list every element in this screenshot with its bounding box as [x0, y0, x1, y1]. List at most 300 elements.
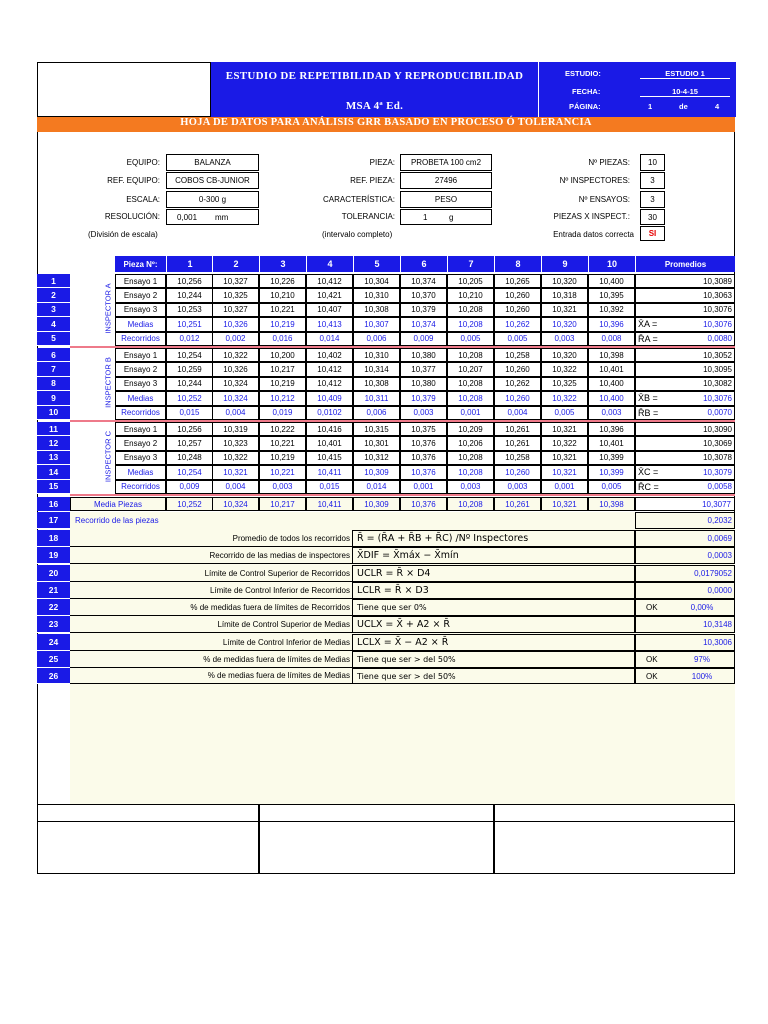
inspector-label-cell	[100, 274, 116, 346]
summary-ok: OK	[646, 655, 658, 664]
table-cell[interactable]: 10,396	[588, 317, 635, 331]
table-cell[interactable]: 10,325	[212, 288, 259, 302]
ninspectores-field[interactable]: 3	[640, 172, 665, 189]
pieza-label: PIEZA:	[369, 158, 395, 167]
resolucion-unit: mm	[215, 213, 229, 222]
division-note: (División de escala)	[88, 230, 158, 239]
separator-line	[70, 494, 735, 496]
media-piezas-cell[interactable]: 10,261	[494, 497, 541, 511]
table-cell[interactable]: 10,311	[353, 391, 400, 405]
row-number: 23	[37, 616, 70, 633]
summary-label: % de medidas fuera de límites de Recorridos	[70, 599, 352, 616]
table-cell[interactable]: 10,262	[494, 317, 541, 331]
row-number: 17	[37, 512, 70, 529]
pagina-label: PÁGINA:	[569, 102, 601, 111]
nensayos-label: Nº ENSAYOS:	[578, 195, 630, 204]
table-cell[interactable]: 10,212	[259, 391, 306, 405]
table-cell[interactable]: 10,314	[353, 362, 400, 376]
table-cell[interactable]: 10,310	[353, 288, 400, 302]
avg-value: 10,3063	[703, 291, 732, 301]
table-cell[interactable]: 10,251	[166, 317, 213, 331]
table-cell[interactable]: 0,003	[588, 406, 635, 420]
table-cell[interactable]: 10,219	[259, 317, 306, 331]
row-label: Ensayo 1	[115, 274, 166, 288]
table-cell[interactable]: 10,219	[259, 377, 306, 391]
table-cell[interactable]: 10,327	[212, 274, 259, 288]
avg-value: 0,0058	[707, 482, 732, 492]
column-header: 2	[212, 256, 259, 272]
table-cell[interactable]: 10,248	[166, 451, 213, 465]
table-cell[interactable]: 10,253	[166, 303, 213, 317]
summary-value: 0,00%	[690, 603, 714, 612]
avg-value: 0,0080	[707, 334, 732, 344]
table-cell[interactable]: 10,324	[212, 391, 259, 405]
entrada-status: SI	[640, 226, 665, 241]
table-cell[interactable]: 10,412	[306, 362, 353, 376]
row-number: 21	[37, 582, 70, 599]
table-cell[interactable]: 0,001	[447, 406, 494, 420]
summary-value: 97%	[693, 655, 710, 664]
table-cell[interactable]: 0,0102	[306, 406, 353, 420]
summary-formula: Tiene que ser 0%	[352, 599, 635, 616]
avg-value: 10,3089	[703, 276, 732, 286]
row-label: Ensayo 1	[115, 422, 166, 436]
table-cell[interactable]: 10,256	[166, 274, 213, 288]
row-number: 26	[37, 668, 70, 684]
table-cell[interactable]: 10,208	[447, 317, 494, 331]
ref-pieza-field[interactable]: 27496	[400, 172, 492, 189]
table-cell[interactable]: 10,208	[447, 348, 494, 362]
table-cell[interactable]: 10,260	[494, 465, 541, 479]
row-label: Ensayo 3	[115, 377, 166, 391]
avg-symbol: X̄A =	[638, 319, 658, 330]
piezas-x-field[interactable]: 30	[640, 209, 665, 225]
table-cell[interactable]: 10,321	[541, 465, 588, 479]
table-cell[interactable]: 10,322	[541, 362, 588, 376]
inspector-label: INSPECTOR B	[103, 357, 113, 408]
table-cell[interactable]: 10,221	[259, 465, 306, 479]
summary-label: Recorrido de las piezas	[75, 516, 159, 525]
summary-label: Límite de Control Inferior de Recorridos	[70, 582, 352, 599]
table-cell[interactable]: 0,015	[306, 480, 353, 494]
row-number: 24	[37, 634, 70, 651]
table-cell[interactable]: 10,210	[447, 288, 494, 302]
table-cell[interactable]: 0,005	[541, 406, 588, 420]
table-cell[interactable]: 10,370	[400, 288, 447, 302]
table-cell[interactable]: 10,320	[541, 317, 588, 331]
table-cell[interactable]: 10,205	[447, 274, 494, 288]
row-number: 18	[37, 530, 70, 547]
table-cell[interactable]: 10,206	[447, 436, 494, 450]
footer-box-2-header	[259, 804, 494, 822]
avg-value: 10,3078	[703, 453, 732, 463]
table-cell[interactable]: 10,379	[400, 391, 447, 405]
fecha-label: FECHA:	[572, 87, 601, 96]
column-header: 3	[259, 256, 306, 272]
tolerancia-label: TOLERANCIA:	[341, 212, 395, 221]
table-cell[interactable]: 10,318	[541, 288, 588, 302]
summary-label: Límite de Control Superior de Recorridos	[70, 565, 352, 582]
table-cell[interactable]: 10,398	[588, 348, 635, 362]
row-label: Ensayo 2	[115, 362, 166, 376]
row-number: 15	[37, 480, 70, 494]
report-subtitle: MSA 4ª Ed.	[345, 100, 404, 112]
pagina-de: de	[679, 102, 688, 111]
media-piezas-cell[interactable]: 10,398	[588, 497, 635, 511]
table-cell[interactable]: 10,320	[541, 348, 588, 362]
table-cell[interactable]: 10,301	[353, 436, 400, 450]
table-cell[interactable]: 0,003	[259, 480, 306, 494]
avg-value: 0,0070	[707, 408, 732, 418]
entrada-label: Entrada datos correcta	[553, 230, 634, 239]
table-cell[interactable]: 10,376	[400, 436, 447, 450]
table-cell[interactable]: 0,002	[212, 332, 259, 346]
table-cell[interactable]: 10,327	[212, 303, 259, 317]
table-cell[interactable]: 10,210	[259, 288, 306, 302]
row-label: Ensayo 3	[115, 303, 166, 317]
table-cell[interactable]: 0,015	[166, 406, 213, 420]
piezas-x-label: PIEZAS X INSPECT.:	[553, 212, 630, 221]
summary-label: Límite de Control Inferior de Medias	[70, 634, 352, 651]
ninspectores-label: Nº INSPECTORES:	[559, 176, 630, 185]
table-cell[interactable]: 10,415	[306, 451, 353, 465]
table-cell[interactable]: 0,014	[353, 480, 400, 494]
table-cell[interactable]: 10,401	[588, 436, 635, 450]
table-cell[interactable]: 10,260	[494, 391, 541, 405]
summary-label: Límite de Control Superior de Medias	[70, 616, 352, 633]
table-cell[interactable]: 10,392	[588, 303, 635, 317]
table-cell[interactable]: 10,320	[541, 274, 588, 288]
summary-value: 0,0179052	[694, 569, 732, 578]
table-cell[interactable]: 10,307	[353, 317, 400, 331]
table-cell[interactable]: 10,226	[259, 274, 306, 288]
table-cell[interactable]: 10,326	[212, 317, 259, 331]
summary-formula: LCLR = R̄ × D3	[352, 582, 635, 599]
table-cell[interactable]: 0,005	[588, 480, 635, 494]
table-cell[interactable]: 10,254	[166, 348, 213, 362]
table-cell[interactable]: 0,003	[494, 480, 541, 494]
table-cell[interactable]: 0,001	[541, 480, 588, 494]
caracteristica-field[interactable]: PESO	[400, 191, 492, 208]
table-cell[interactable]: 0,006	[353, 406, 400, 420]
column-header: 4	[306, 256, 353, 272]
avg-value: 10,3079	[703, 467, 732, 477]
fecha-value: 10-4-15	[640, 87, 730, 97]
table-cell[interactable]: 0,003	[541, 332, 588, 346]
column-header: 6	[400, 256, 447, 272]
table-cell[interactable]: 10,321	[541, 303, 588, 317]
media-piezas-cell[interactable]: 10,208	[447, 497, 494, 511]
summary-value: 10,3148	[703, 620, 732, 629]
table-cell[interactable]: 10,256	[166, 422, 213, 436]
promedios-header: Promedios	[635, 256, 735, 272]
table-cell[interactable]: 10,260	[494, 362, 541, 376]
footer-box-1	[37, 821, 259, 874]
table-cell[interactable]: 10,376	[400, 465, 447, 479]
pieza-header: Pieza Nº:	[115, 256, 166, 272]
table-cell[interactable]: 10,379	[400, 303, 447, 317]
summary-ok: OK	[646, 671, 658, 681]
column-header: 5	[353, 256, 400, 272]
summary-formula: UCLX = X̄ + A2 × R̄	[352, 616, 635, 633]
section-band-title: HOJA DE DATOS PARA ANÁLISIS GRR BASADO EN PROCESO Ó TOLERANCIA	[180, 117, 592, 128]
table-cell[interactable]: 10,412	[306, 274, 353, 288]
nensayos-field[interactable]: 3	[640, 191, 665, 208]
table-cell[interactable]: 10,207	[447, 362, 494, 376]
table-cell[interactable]: 10,395	[588, 288, 635, 302]
summary-value: 0,0000	[707, 586, 732, 595]
table-cell[interactable]: 10,325	[541, 377, 588, 391]
table-cell[interactable]: 10,261	[494, 436, 541, 450]
table-cell[interactable]: 10,411	[306, 465, 353, 479]
table-cell[interactable]: 10,326	[212, 362, 259, 376]
table-cell[interactable]: 10,380	[400, 348, 447, 362]
table-cell[interactable]: 10,374	[400, 274, 447, 288]
caracteristica-label: CARACTERÍSTICA:	[322, 195, 395, 204]
table-cell[interactable]: 10,260	[494, 288, 541, 302]
row-number: 6	[37, 348, 70, 362]
npiezas-field[interactable]: 10	[640, 154, 665, 171]
ref-equipo-field[interactable]: COBOS CB-JUNIOR	[166, 172, 259, 189]
row-number: 11	[37, 422, 70, 436]
footer-box-3-header	[494, 804, 735, 822]
summary-formula: UCLR = R̄ × D4	[352, 565, 635, 582]
table-cell[interactable]: 10,258	[494, 348, 541, 362]
table-cell[interactable]: 10,219	[259, 451, 306, 465]
table-cell[interactable]: 10,257	[166, 436, 213, 450]
row-number: 12	[37, 436, 70, 450]
ref-equipo-label: REF. EQUIPO:	[107, 176, 160, 185]
summary-label: % de medidas fuera de límites de Medias	[70, 651, 352, 668]
media-piezas-cell[interactable]: 10,411	[306, 497, 353, 511]
row-number: 14	[37, 465, 70, 479]
row-number: 20	[37, 565, 70, 582]
table-cell[interactable]: 0,004	[212, 480, 259, 494]
avg-symbol: R̄C =	[638, 481, 659, 492]
escala-label: ESCALA:	[126, 195, 160, 204]
table-cell[interactable]: 0,005	[494, 332, 541, 346]
table-cell[interactable]: 10,222	[259, 422, 306, 436]
table-cell[interactable]: 10,321	[541, 451, 588, 465]
table-cell[interactable]: 10,324	[212, 377, 259, 391]
table-cell[interactable]: 10,200	[259, 348, 306, 362]
avg-value: 10,3052	[703, 350, 732, 360]
row-number: 2	[37, 288, 70, 302]
media-piezas-cell[interactable]: 10,217	[259, 497, 306, 511]
table-cell[interactable]: 10,376	[400, 451, 447, 465]
table-cell[interactable]: 0,014	[306, 332, 353, 346]
media-piezas-label: Media Piezas	[70, 497, 166, 511]
table-cell[interactable]: 10,409	[306, 391, 353, 405]
row-label: Ensayo 3	[115, 451, 166, 465]
table-cell[interactable]: 10,400	[588, 377, 635, 391]
column-header: 7	[447, 256, 494, 272]
table-cell[interactable]: 0,008	[588, 332, 635, 346]
table-cell[interactable]: 10,399	[588, 465, 635, 479]
pieza-field[interactable]: PROBETA 100 cm2	[400, 154, 492, 171]
table-cell[interactable]: 10,399	[588, 451, 635, 465]
row-label: Ensayo 2	[115, 436, 166, 450]
intervalo-note: (intervalo completo)	[322, 230, 393, 239]
escala-field[interactable]: 0-300 g	[166, 191, 259, 208]
table-cell[interactable]: 10,244	[166, 288, 213, 302]
separator-line	[70, 420, 735, 422]
inspector-label: INSPECTOR A	[103, 283, 113, 334]
row-number: 22	[37, 599, 70, 616]
row-number: 16	[37, 497, 70, 511]
summary-formula: R̄ = (R̄A + R̄B + R̄C) /Nº Inspectores	[352, 530, 635, 547]
table-cell[interactable]: 10,322	[541, 436, 588, 450]
summary-formula: LCLX = X̄ − A2 × R̄	[352, 634, 635, 651]
table-cell[interactable]: 10,319	[212, 422, 259, 436]
row-number: 5	[37, 332, 70, 346]
table-cell[interactable]: 10,262	[494, 377, 541, 391]
row-label: Ensayo 1	[115, 348, 166, 362]
table-cell[interactable]: 10,322	[212, 348, 259, 362]
avg-value: 10,3076	[703, 319, 732, 329]
avg-symbol: X̄C =	[638, 467, 659, 478]
summary-formula: Tiene que ser > del 50%	[352, 668, 635, 684]
media-piezas-cell[interactable]: 10,252	[166, 497, 213, 511]
table-cell[interactable]: 10,259	[166, 362, 213, 376]
table-cell[interactable]: 10,322	[541, 391, 588, 405]
summary-formula: X̄DIF = X̄máx − X̄mín	[352, 547, 635, 564]
inspector-label-cell	[100, 422, 116, 494]
row-label: Medias	[115, 465, 166, 479]
table-cell[interactable]: 10,401	[306, 436, 353, 450]
table-cell[interactable]: 10,377	[400, 362, 447, 376]
column-header: 1	[166, 256, 213, 272]
table-cell[interactable]: 10,374	[400, 317, 447, 331]
table-cell[interactable]: 10,208	[447, 377, 494, 391]
table-cell[interactable]: 10,412	[306, 377, 353, 391]
summary-formula: Tiene que ser > del 50%	[352, 651, 635, 668]
table-cell[interactable]: 10,208	[447, 303, 494, 317]
logo-area	[37, 62, 211, 117]
media-piezas-cell[interactable]: 10,321	[541, 497, 588, 511]
table-cell[interactable]: 0,001	[400, 480, 447, 494]
summary-label: Promedio de todos los recorridos	[70, 530, 352, 547]
tolerancia-value: 1	[423, 213, 428, 222]
tolerancia-field[interactable]	[400, 209, 492, 225]
table-cell[interactable]: 10,421	[306, 288, 353, 302]
avg-value: 10,3082	[703, 379, 732, 389]
table-cell[interactable]: 0,004	[494, 406, 541, 420]
table-cell[interactable]: 10,308	[353, 377, 400, 391]
table-cell[interactable]: 0,006	[353, 332, 400, 346]
table-cell[interactable]: 0,009	[166, 480, 213, 494]
table-cell[interactable]: 10,221	[259, 303, 306, 317]
table-cell[interactable]: 10,308	[353, 303, 400, 317]
table-cell[interactable]: 10,261	[494, 422, 541, 436]
footer-box-3	[494, 821, 735, 874]
summary-value: 10,3006	[703, 638, 732, 647]
media-piezas-cell[interactable]: 10,376	[400, 497, 447, 511]
avg-value: 10,3095	[703, 365, 732, 375]
table-cell[interactable]: 10,258	[494, 451, 541, 465]
table-cell[interactable]: 10,400	[588, 391, 635, 405]
table-cell[interactable]: 10,402	[306, 348, 353, 362]
media-piezas-cell[interactable]: 10,309	[353, 497, 400, 511]
table-cell[interactable]: 10,304	[353, 274, 400, 288]
summary-value: 100%	[691, 671, 713, 681]
equipo-label: EQUIPO:	[126, 158, 160, 167]
table-cell[interactable]: 10,312	[353, 451, 400, 465]
ref-pieza-label: REF. PIEZA:	[350, 176, 395, 185]
resolucion-value: 0,001	[177, 213, 198, 222]
row-number: 3	[37, 303, 70, 317]
row-label: Medias	[115, 391, 166, 405]
table-cell[interactable]: 10,254	[166, 465, 213, 479]
row-number: 7	[37, 362, 70, 376]
table-cell[interactable]: 10,252	[166, 391, 213, 405]
table-cell[interactable]: 10,209	[447, 422, 494, 436]
table-cell[interactable]: 10,321	[541, 422, 588, 436]
table-cell[interactable]: 10,315	[353, 422, 400, 436]
table-cell[interactable]: 10,265	[494, 274, 541, 288]
table-cell[interactable]: 10,400	[588, 274, 635, 288]
summary-value: 0,2032	[707, 516, 732, 525]
table-cell[interactable]: 10,322	[212, 451, 259, 465]
table-cell[interactable]: 10,416	[306, 422, 353, 436]
table-cell[interactable]: 10,208	[447, 465, 494, 479]
table-cell[interactable]: 10,321	[212, 465, 259, 479]
report-title: ESTUDIO DE REPETIBILIDAD Y REPRODUCIBILIDAD	[225, 70, 524, 82]
table-cell[interactable]: 10,310	[353, 348, 400, 362]
estudio-label: ESTUDIO:	[565, 69, 601, 78]
table-cell[interactable]: 0,019	[259, 406, 306, 420]
table-cell[interactable]: 10,221	[259, 436, 306, 450]
table-cell[interactable]: 10,375	[400, 422, 447, 436]
table-cell[interactable]: 0,005	[447, 332, 494, 346]
footer-box-1-header	[37, 804, 259, 822]
table-cell[interactable]: 10,380	[400, 377, 447, 391]
media-piezas-cell[interactable]: 10,324	[212, 497, 259, 511]
table-cell[interactable]: 10,244	[166, 377, 213, 391]
table-cell[interactable]: 10,396	[588, 422, 635, 436]
table-cell[interactable]: 0,016	[259, 332, 306, 346]
equipo-field[interactable]: BALANZA	[166, 154, 259, 171]
table-cell[interactable]: 10,323	[212, 436, 259, 450]
resolucion-field[interactable]	[166, 209, 259, 225]
table-cell[interactable]: 10,407	[306, 303, 353, 317]
table-cell[interactable]: 10,208	[447, 391, 494, 405]
row-number: 10	[37, 406, 70, 420]
media-piezas-avg: 10,3077	[635, 497, 735, 511]
table-cell[interactable]: 10,309	[353, 465, 400, 479]
row-number: 13	[37, 451, 70, 465]
pagina-total: 4	[715, 102, 720, 111]
footer-box-2	[259, 821, 494, 874]
table-cell[interactable]: 0,003	[447, 480, 494, 494]
row-label: Recorridos	[115, 480, 166, 494]
column-header: 9	[541, 256, 588, 272]
table-cell[interactable]: 0,004	[212, 406, 259, 420]
table-cell[interactable]: 0,003	[400, 406, 447, 420]
row-number: 8	[37, 377, 70, 391]
table-cell[interactable]: 10,413	[306, 317, 353, 331]
table-cell[interactable]: 10,401	[588, 362, 635, 376]
estudio-value: ESTUDIO 1	[640, 69, 730, 79]
avg-value: 10,3069	[703, 439, 732, 449]
table-cell[interactable]: 10,217	[259, 362, 306, 376]
table-cell[interactable]: 10,208	[447, 451, 494, 465]
table-cell[interactable]: 0,009	[400, 332, 447, 346]
table-cell[interactable]: 10,260	[494, 303, 541, 317]
table-cell[interactable]: 0,012	[166, 332, 213, 346]
avg-value: 10,3076	[703, 393, 732, 403]
row-number: 9	[37, 391, 70, 405]
